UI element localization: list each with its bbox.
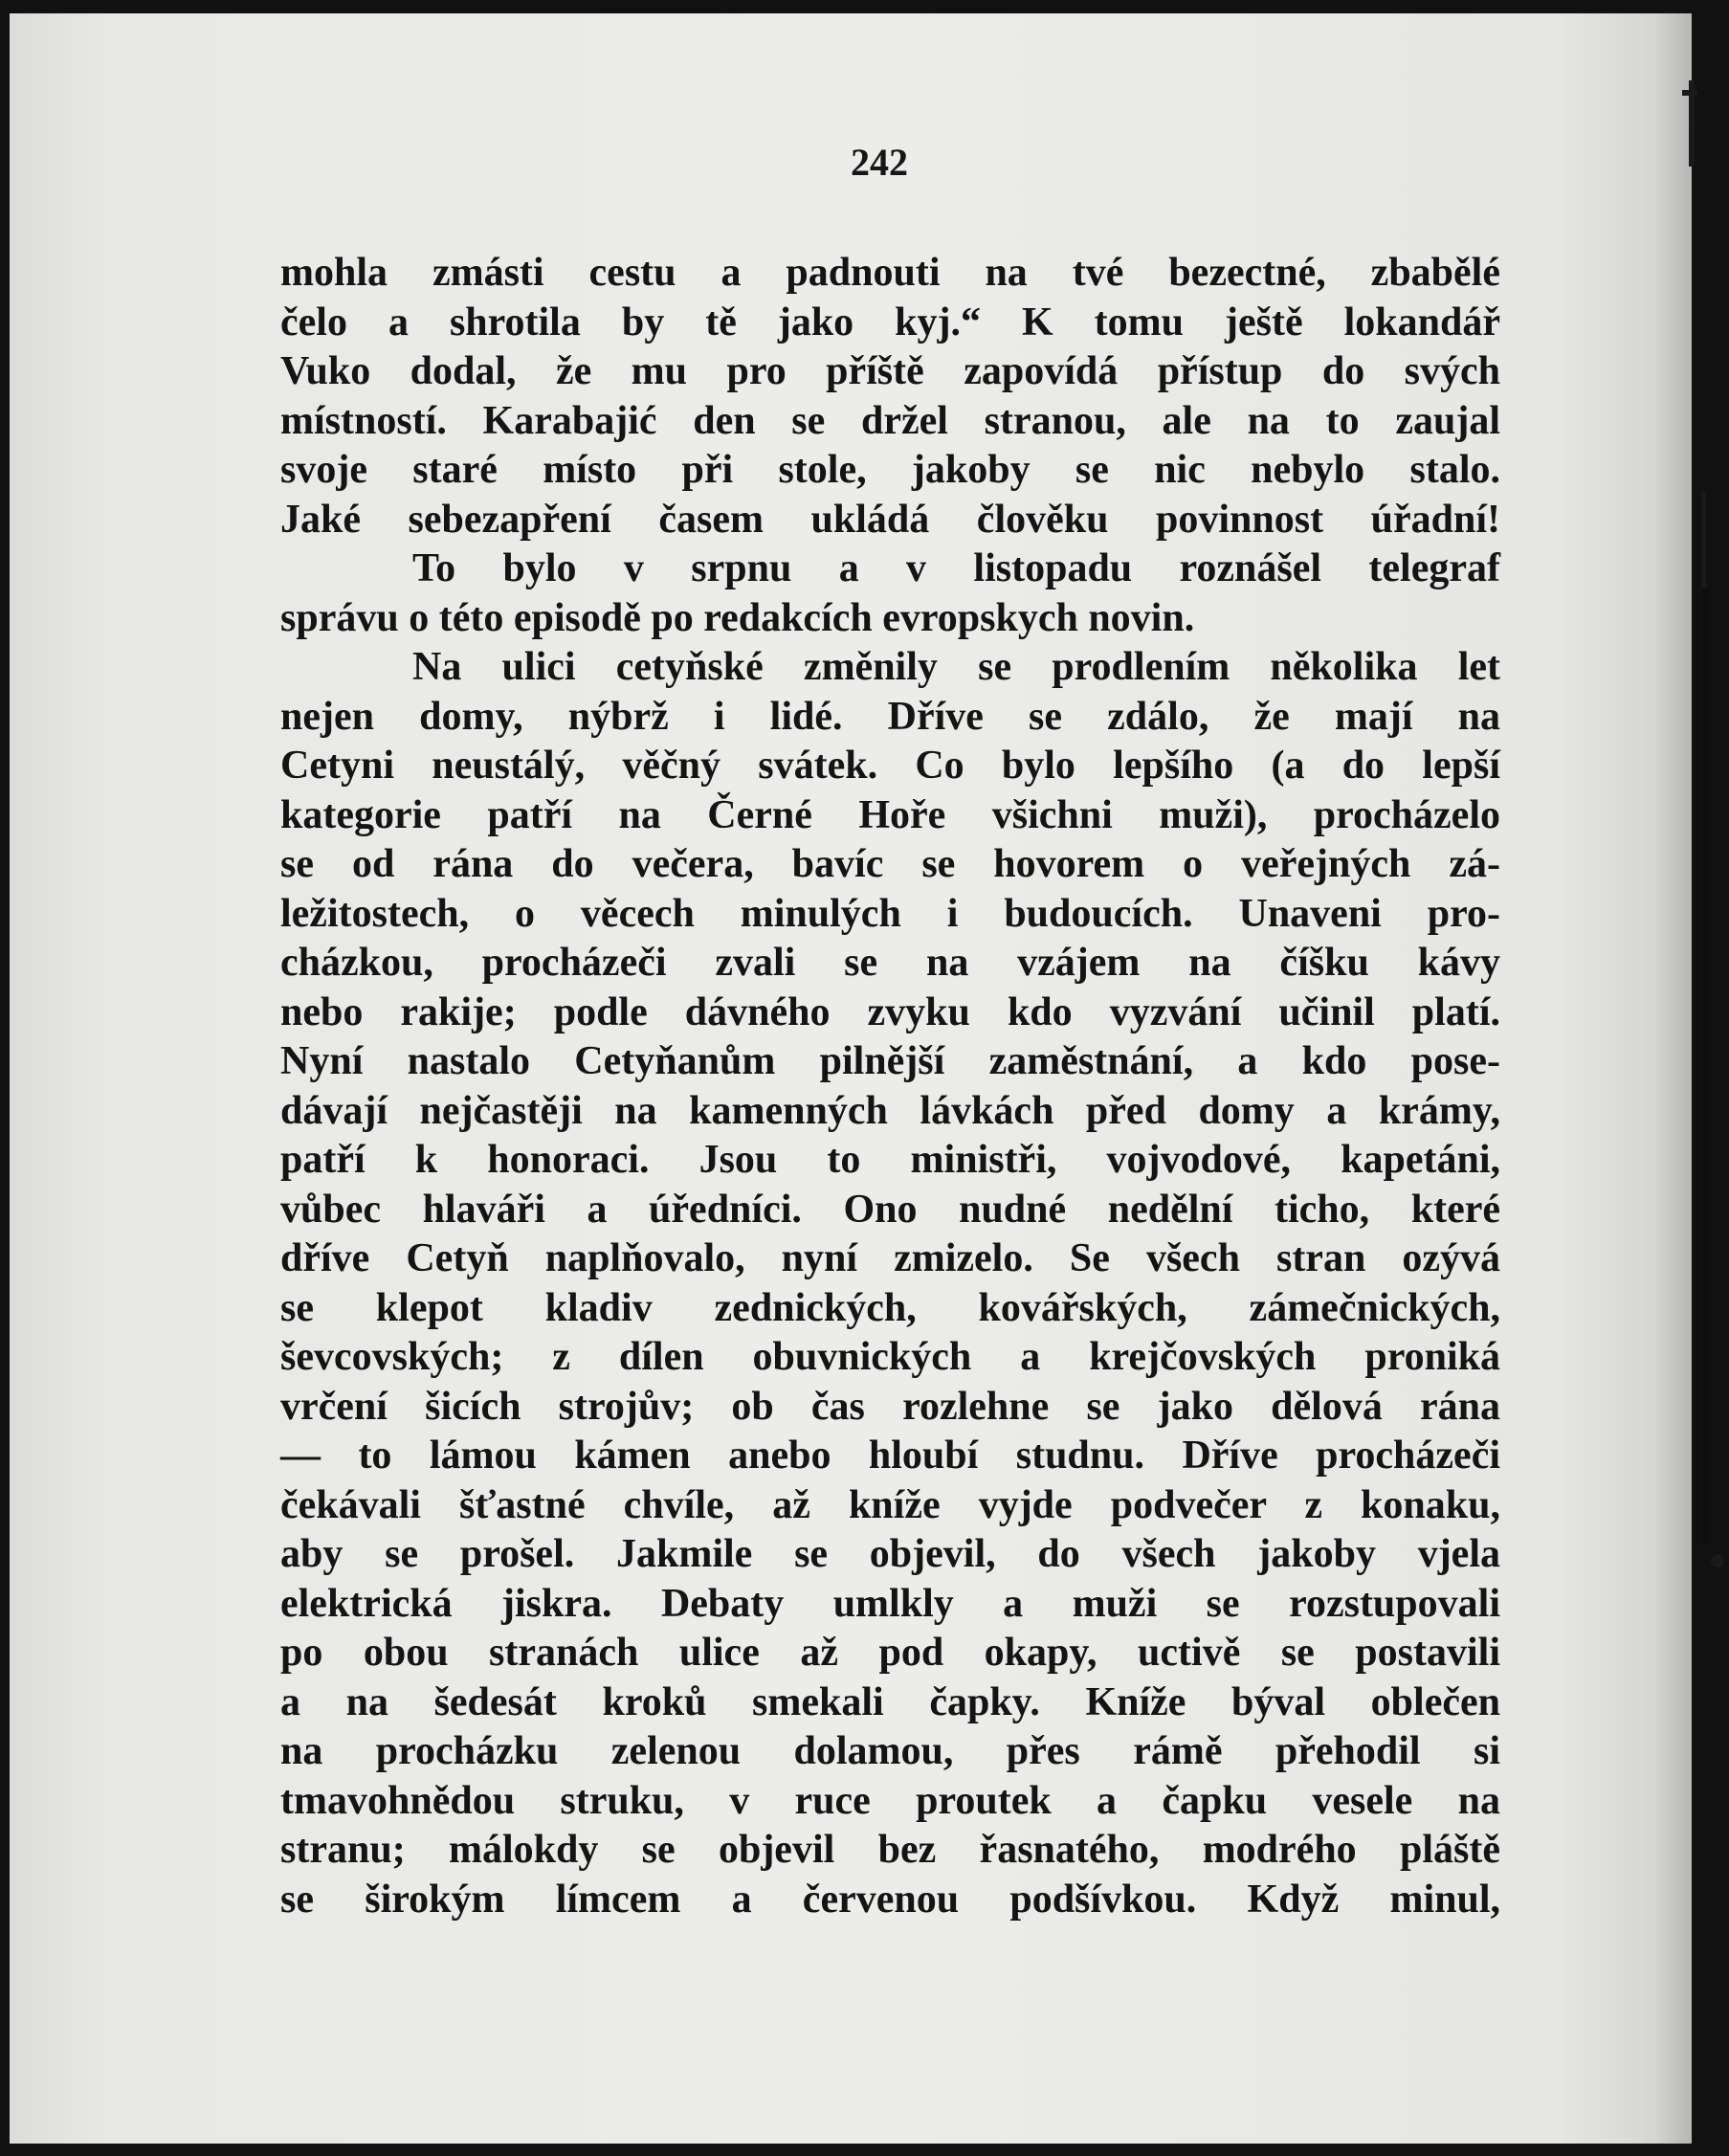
margin-mark <box>1711 1554 1724 1567</box>
text-line: Vuko dodal, že mu pro příště zapovídá přístup do svých <box>280 349 1500 393</box>
text-line: kategorie patří na Černé Hoře všichni muži), procházelo <box>280 792 1500 837</box>
text-line: aby se prošel. Jakmile se objevil, do všech jakoby vjela <box>280 1532 1500 1576</box>
text-line: po obou stranách ulice až pod okapy, uctivě se postavili <box>280 1631 1500 1675</box>
text-line: — to lámou kámen anebo hloubí studnu. Dříve procházeči <box>280 1434 1500 1478</box>
text-line: nebo rakije; podle dávného zvyku kdo vyzvání učinil platí. <box>280 989 1500 1034</box>
margin-mark <box>1701 492 1706 588</box>
text-line: stranu; málokdy se objevil bez řasnatého, modrého pláště <box>280 1828 1500 1872</box>
text-line: dávají nejčastěji na kamenných lávkách před domy a krámy, <box>280 1088 1500 1133</box>
text-line: čekávali šťastné chvíle, až kníže vyjde podvečer z konaku, <box>280 1482 1500 1527</box>
text-line: se od rána do večera, bavíc se hovorem o veřejných zá- <box>280 842 1500 886</box>
text-line: svoje staré místo při stole, jakoby se nic nebylo stalo. <box>280 448 1500 492</box>
text-line: tmavohnědou struku, v ruce proutek a čapku vesele na <box>280 1778 1500 1823</box>
page-number: 242 <box>851 141 908 184</box>
text-line: Nyní nastalo Cetyňanům pilnější zaměstnání, a kdo pose- <box>280 1039 1500 1083</box>
margin-mark <box>1703 588 1709 1545</box>
text-line: ležitostech, o věcech minulých i budoucích. Unaveni pro- <box>280 891 1500 936</box>
text-line: nejen domy, nýbrž i lidé. Dříve se zdálo, že mají na <box>280 694 1500 739</box>
text-line: se širokým límcem a červenou podšívkou. Když minul, <box>280 1877 1500 1922</box>
text-line: Na ulici cetyňské změnily se prodlením několika let <box>412 645 1500 689</box>
text-line: mohla zmásti cestu a padnouti na tvé bezectné, zbabělé <box>280 251 1500 295</box>
text-line: elektrická jiskra. Debaty umlkly a muži se rozstupovali <box>280 1581 1500 1626</box>
body-text <box>280 249 1500 1924</box>
text-line: Jaké sebezapření časem ukládá člověku povinnost úřadní! <box>280 497 1500 542</box>
text-line: místností. Karabajić den se držel stranou, ale na to zaujal <box>280 398 1500 443</box>
text-line: vůbec hlaváři a úředníci. Ono nudné nedělní ticho, které <box>280 1187 1500 1232</box>
text-line: dříve Cetyň naplňovalo, nyní zmizelo. Se všech stran ozývá <box>280 1236 1500 1280</box>
text-line: cházkou, procházeči zvali se na vzájem na číšku kávy <box>280 941 1500 985</box>
text-line: To bylo v srpnu a v listopadu roznášel telegraf <box>412 546 1500 590</box>
text-line: se klepot kladiv zednických, kovářských, zámečnických, <box>280 1285 1500 1330</box>
page-edge-shadow <box>1653 13 1692 2144</box>
margin-mark <box>1682 90 1697 96</box>
book-page <box>10 13 1692 2144</box>
text-line: vrčení šicích strojův; ob čas rozlehne se jako dělová rána <box>280 1384 1500 1429</box>
text-line: ševcovských; z dílen obuvnických a krejčovských proniká <box>280 1335 1500 1379</box>
text-line: na procházku zelenou dolamou, přes rámě přehodil si <box>280 1729 1500 1773</box>
text-line: čelo a shrotila by tě jako kyj.“ K tomu ještě lokandář <box>280 300 1500 345</box>
text-line: správu o této episodě po redakcích evropskych novin. <box>280 595 1195 640</box>
text-line: Cetyni neustálý, věčný svátek. Co bylo lepšího (a do lepší <box>280 744 1500 788</box>
text-line: patří k honoraci. Jsou to ministři, vojvodové, kapetáni, <box>280 1138 1500 1182</box>
text-line: a na šedesát kroků smekali čapky. Kníže býval oblečen <box>280 1679 1500 1724</box>
